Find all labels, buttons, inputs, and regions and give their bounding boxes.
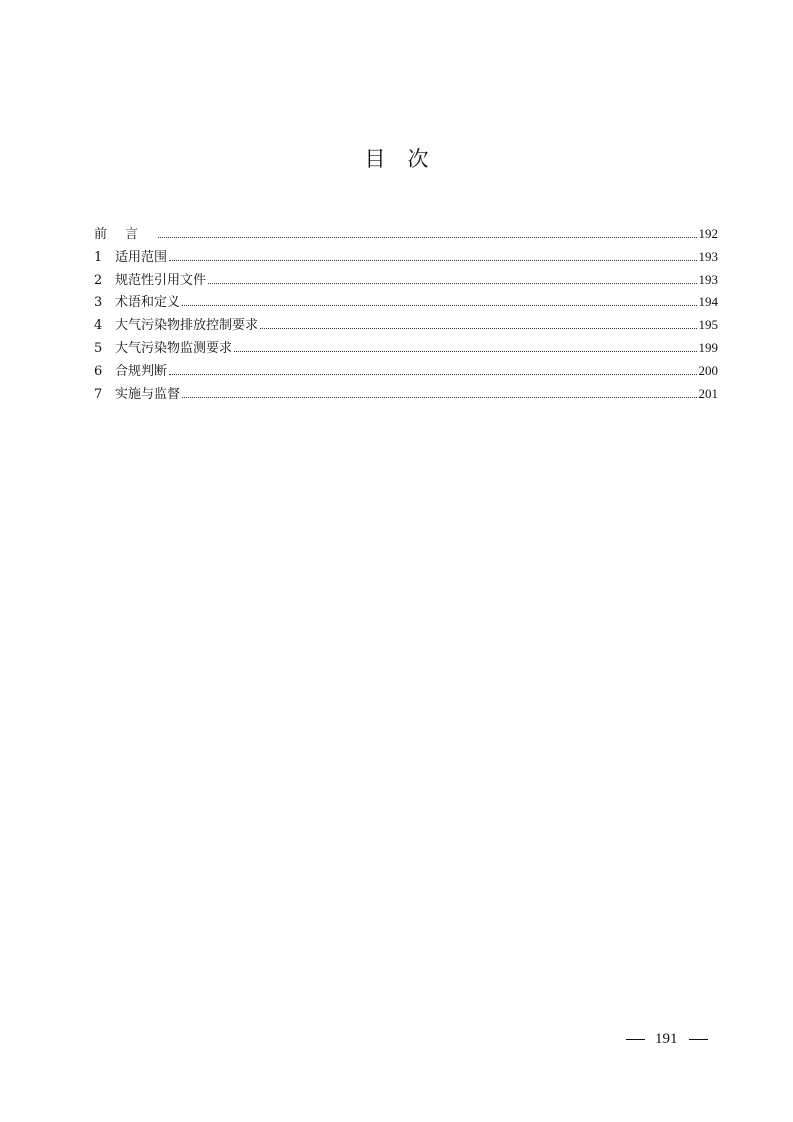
toc-entry-title: 规范性引用文件 bbox=[115, 272, 207, 288]
toc-dot-leader bbox=[169, 374, 696, 375]
table-of-contents bbox=[94, 223, 718, 405]
toc-entry-page: 192 bbox=[698, 226, 718, 241]
toc-entry-3[interactable] bbox=[94, 291, 718, 314]
toc-entry-preface[interactable] bbox=[94, 223, 718, 246]
toc-entry-5[interactable] bbox=[94, 337, 718, 360]
toc-entry-1[interactable] bbox=[94, 246, 718, 269]
toc-entry-2[interactable] bbox=[94, 269, 718, 292]
toc-dot-leader bbox=[182, 305, 696, 306]
toc-dot-leader bbox=[260, 328, 696, 329]
toc-entry-number: 3 bbox=[94, 295, 103, 311]
toc-entry-title: 实施与监督 bbox=[115, 386, 181, 402]
toc-entry-7[interactable] bbox=[94, 383, 718, 406]
page-title-char-2: 次 bbox=[407, 147, 429, 171]
toc-entry-4[interactable] bbox=[94, 314, 718, 337]
toc-dot-leader bbox=[158, 237, 696, 238]
toc-entry-page: 200 bbox=[698, 362, 718, 378]
toc-entry-title: 适用范围 bbox=[115, 249, 168, 265]
toc-dot-leader bbox=[234, 351, 696, 352]
toc-dot-leader bbox=[182, 397, 696, 398]
toc-entry-number: 4 bbox=[94, 318, 103, 334]
toc-entry-page: 194 bbox=[698, 294, 718, 310]
toc-entry-number: 7 bbox=[94, 386, 103, 402]
toc-entry-title: 合规判断 bbox=[115, 363, 168, 379]
toc-entry-number: 6 bbox=[94, 363, 103, 379]
toc-entry-number: 2 bbox=[94, 272, 103, 288]
page-footer bbox=[626, 1031, 708, 1048]
toc-entry-title: 前言 bbox=[94, 227, 157, 242]
toc-entry-number: 5 bbox=[94, 340, 103, 356]
toc-entry-title: 大气污染物排放控制要求 bbox=[115, 318, 259, 334]
toc-dot-leader bbox=[169, 260, 696, 261]
toc-entry-page: 193 bbox=[698, 271, 718, 287]
toc-entry-6[interactable] bbox=[94, 360, 718, 383]
toc-entry-title: 大气污染物监测要求 bbox=[115, 340, 233, 356]
page-title-char-1: 目 bbox=[364, 147, 386, 171]
footer-dash-left bbox=[626, 1039, 645, 1040]
toc-dot-leader bbox=[208, 283, 696, 284]
toc-entry-title: 术语和定义 bbox=[115, 295, 181, 311]
toc-entry-page: 199 bbox=[698, 339, 718, 355]
toc-entry-page: 193 bbox=[698, 248, 718, 264]
footer-dash-right bbox=[689, 1039, 708, 1040]
toc-entry-page: 195 bbox=[698, 317, 718, 333]
page-number: 191 bbox=[655, 1031, 678, 1047]
toc-entry-page: 201 bbox=[698, 385, 718, 401]
toc-entry-number: 1 bbox=[94, 249, 103, 265]
page-title bbox=[0, 143, 793, 173]
